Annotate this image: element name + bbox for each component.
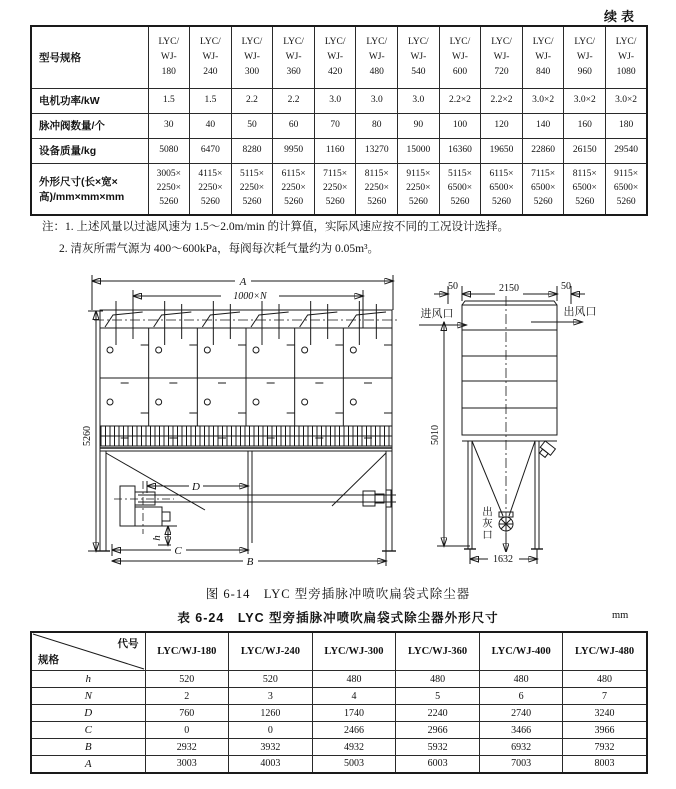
dim-table-caption: 表 6-24 LYC 型旁插脉冲喷吹扁袋式除尘器外形尺寸 — [177, 611, 499, 625]
spec-value-cell: 8115× 2250× 5260 — [356, 163, 398, 215]
dim-row-label: h — [31, 671, 145, 688]
spec-value-cell: 6115× 2250× 5260 — [273, 163, 315, 215]
unit-label: mm — [612, 610, 629, 621]
spec-row-label: 外形尺寸(长×宽×高)/mm×mm×mm — [31, 163, 148, 215]
spec-value-cell: 50 — [231, 113, 273, 138]
dim-value-cell: 1740 — [312, 705, 396, 722]
spec-value-cell: 70 — [314, 113, 356, 138]
spec-value-cell: 6470 — [190, 138, 232, 163]
outlet-label: 出风口 — [563, 306, 597, 318]
dim-value-cell: 6 — [479, 688, 563, 705]
spec-model-header: LYC/ WJ- 600 — [439, 26, 481, 88]
spec-model-header: LYC/ WJ- 1080 — [606, 26, 648, 88]
spec-value-cell: 5115× 2250× 5260 — [231, 163, 273, 215]
spec-value-cell: 1160 — [314, 138, 356, 163]
dim-value-cell: 5932 — [396, 739, 480, 756]
dim-column-header: LYC/WJ-300 — [312, 632, 396, 671]
dim-value-cell: 3466 — [479, 722, 563, 739]
dim-value-cell: 480 — [396, 671, 480, 688]
spec-value-cell: 1.5 — [148, 88, 190, 113]
spec-value-cell: 3005× 2250× 5260 — [148, 163, 190, 215]
dust-collector-diagram — [0, 263, 676, 581]
dim-value-cell: 4 — [312, 688, 396, 705]
spec-row-label: 设备质量/kg — [31, 138, 148, 163]
spec-value-cell: 2.2 — [273, 88, 315, 113]
dim-column-header: LYC/WJ-480 — [563, 632, 647, 671]
dim-table — [30, 631, 648, 774]
dim-row-label: A — [31, 756, 145, 773]
spec-value-cell: 16360 — [439, 138, 481, 163]
dim-row-label: B — [31, 739, 145, 756]
spec-value-cell: 2.2 — [231, 88, 273, 113]
corner-cell — [31, 632, 145, 671]
spec-value-cell: 60 — [273, 113, 315, 138]
dim-5010-label: 5010 — [430, 425, 441, 445]
spec-table — [30, 25, 648, 216]
dim-50-left-label: 50 — [448, 281, 458, 292]
corner-label-guige: 规格 — [38, 655, 59, 666]
spec-model-header: LYC/ WJ- 960 — [564, 26, 606, 88]
spec-value-cell: 2.2×2 — [439, 88, 481, 113]
spec-value-cell: 3.0×2 — [522, 88, 564, 113]
spec-value-cell: 13270 — [356, 138, 398, 163]
dim-2150-label: 2150 — [499, 283, 519, 294]
front-view — [82, 274, 398, 568]
spec-value-cell: 8280 — [231, 138, 273, 163]
dim-h-label: h — [151, 535, 163, 541]
spec-value-cell: 160 — [564, 113, 606, 138]
dim-value-cell: 5 — [396, 688, 480, 705]
spec-value-cell: 26150 — [564, 138, 606, 163]
dim-1632-label: 1632 — [493, 554, 513, 565]
dim-value-cell: 480 — [312, 671, 396, 688]
dim-value-cell: 7 — [563, 688, 647, 705]
dim-value-cell: 7003 — [479, 756, 563, 773]
spec-model-header: LYC/ WJ- 300 — [231, 26, 273, 88]
dim-column-header: LYC/WJ-180 — [145, 632, 229, 671]
spec-value-cell: 3.0×2 — [606, 88, 648, 113]
spec-model-header: LYC/ WJ- 840 — [522, 26, 564, 88]
spec-value-cell: 2.2×2 — [481, 88, 523, 113]
note-line-1: 注：1. 上述风量以过滤风速为 1.5～2.0m/min 的计算值，实际风速应按不同的工况设计选择。 — [42, 221, 510, 233]
spec-value-cell: 4115× 2250× 5260 — [190, 163, 232, 215]
spec-value-cell: 140 — [522, 113, 564, 138]
spec-value-cell: 1.5 — [190, 88, 232, 113]
ash-outlet-label: 出灰口 — [481, 506, 492, 541]
spec-table-container — [30, 25, 648, 216]
dim-value-cell: 520 — [229, 671, 313, 688]
dim-value-cell: 480 — [479, 671, 563, 688]
dim-value-cell: 3 — [229, 688, 313, 705]
dim-A-label: A — [239, 276, 247, 288]
spec-value-cell: 90 — [398, 113, 440, 138]
spec-value-cell: 22860 — [522, 138, 564, 163]
spec-value-cell: 7115× 6500× 5260 — [522, 163, 564, 215]
spec-model-header: LYC/ WJ- 180 — [148, 26, 190, 88]
dim-value-cell: 7932 — [563, 739, 647, 756]
dim-pitch-label: 1000×N — [233, 291, 267, 302]
dim-value-cell: 3932 — [229, 739, 313, 756]
spec-value-cell: 40 — [190, 113, 232, 138]
spec-value-cell: 9115× 2250× 5260 — [398, 163, 440, 215]
inlet-label: 进风口 — [420, 308, 454, 320]
dim-column-header: LYC/WJ-400 — [479, 632, 563, 671]
dim-C-label: C — [174, 545, 182, 557]
dim-value-cell: 2466 — [312, 722, 396, 739]
dim-table-container — [30, 631, 648, 774]
spec-model-header: LYC/ WJ- 360 — [273, 26, 315, 88]
dim-value-cell: 3003 — [145, 756, 229, 773]
spec-value-cell: 3.0 — [314, 88, 356, 113]
dim-value-cell: 6003 — [396, 756, 480, 773]
spec-value-cell: 8115× 6500× 5260 — [564, 163, 606, 215]
dim-value-cell: 5003 — [312, 756, 396, 773]
side-view — [419, 281, 597, 565]
dim-value-cell: 760 — [145, 705, 229, 722]
spec-header-label: 型号规格 — [31, 26, 148, 88]
spec-model-header: LYC/ WJ- 240 — [190, 26, 232, 88]
spec-value-cell: 7115× 2250× 5260 — [314, 163, 356, 215]
dim-value-cell: 2 — [145, 688, 229, 705]
dim-50-right-label: 50 — [561, 281, 571, 292]
spec-value-cell: 29540 — [606, 138, 648, 163]
spec-model-header: LYC/ WJ- 480 — [356, 26, 398, 88]
dim-row-label: D — [31, 705, 145, 722]
corner-label-daihao: 代号 — [117, 639, 139, 650]
spec-row-label: 脉冲阀数量/个 — [31, 113, 148, 138]
dim-5260-label: 5260 — [82, 426, 93, 446]
hopper-vibrator-device — [537, 441, 555, 459]
dim-value-cell: 2932 — [145, 739, 229, 756]
dim-row-label: N — [31, 688, 145, 705]
spec-value-cell: 100 — [439, 113, 481, 138]
dim-value-cell: 480 — [563, 671, 647, 688]
dim-D-label: D — [192, 481, 200, 493]
table-notes — [42, 216, 652, 261]
dim-value-cell: 2966 — [396, 722, 480, 739]
continuation-table-label: 续表 — [603, 9, 638, 24]
dim-value-cell: 1260 — [229, 705, 313, 722]
figure-caption: 图 6-14 LYC 型旁插脉冲喷吹扁袋式除尘器 — [205, 587, 471, 601]
dim-value-cell: 8003 — [563, 756, 647, 773]
spec-value-cell: 120 — [481, 113, 523, 138]
dim-column-header: LYC/WJ-360 — [396, 632, 480, 671]
spec-value-cell: 6115× 6500× 5260 — [481, 163, 523, 215]
spec-value-cell: 9950 — [273, 138, 315, 163]
dim-value-cell: 4932 — [312, 739, 396, 756]
spec-value-cell: 180 — [606, 113, 648, 138]
dim-value-cell: 0 — [229, 722, 313, 739]
dim-value-cell: 2740 — [479, 705, 563, 722]
dim-value-cell: 520 — [145, 671, 229, 688]
spec-value-cell: 80 — [356, 113, 398, 138]
spec-value-cell: 3.0×2 — [564, 88, 606, 113]
note-line-2: 2. 清灰所需气源为 400～600kPa，每阀每次耗气量约为 0.05m³。 — [59, 243, 380, 256]
spec-value-cell: 30 — [148, 113, 190, 138]
dim-value-cell: 3240 — [563, 705, 647, 722]
dim-value-cell: 0 — [145, 722, 229, 739]
dim-B-label: B — [246, 556, 254, 568]
dim-value-cell: 3966 — [563, 722, 647, 739]
spec-model-header: LYC/ WJ- 420 — [314, 26, 356, 88]
spec-value-cell: 5080 — [148, 138, 190, 163]
spec-value-cell: 3.0 — [356, 88, 398, 113]
spec-model-header: LYC/ WJ- 720 — [481, 26, 523, 88]
dim-value-cell: 4003 — [229, 756, 313, 773]
dim-value-cell: 2240 — [396, 705, 480, 722]
spec-value-cell: 5115× 6500× 5260 — [439, 163, 481, 215]
spec-value-cell: 3.0 — [398, 88, 440, 113]
front-view-compartments — [105, 301, 392, 438]
spec-value-cell: 19650 — [481, 138, 523, 163]
dim-column-header: LYC/WJ-240 — [229, 632, 313, 671]
spec-value-cell: 15000 — [398, 138, 440, 163]
spec-row-label: 电机功率/kW — [31, 88, 148, 113]
spec-model-header: LYC/ WJ- 540 — [398, 26, 440, 88]
dim-row-label: C — [31, 722, 145, 739]
dim-value-cell: 6932 — [479, 739, 563, 756]
spec-value-cell: 9115× 6500× 5260 — [606, 163, 648, 215]
